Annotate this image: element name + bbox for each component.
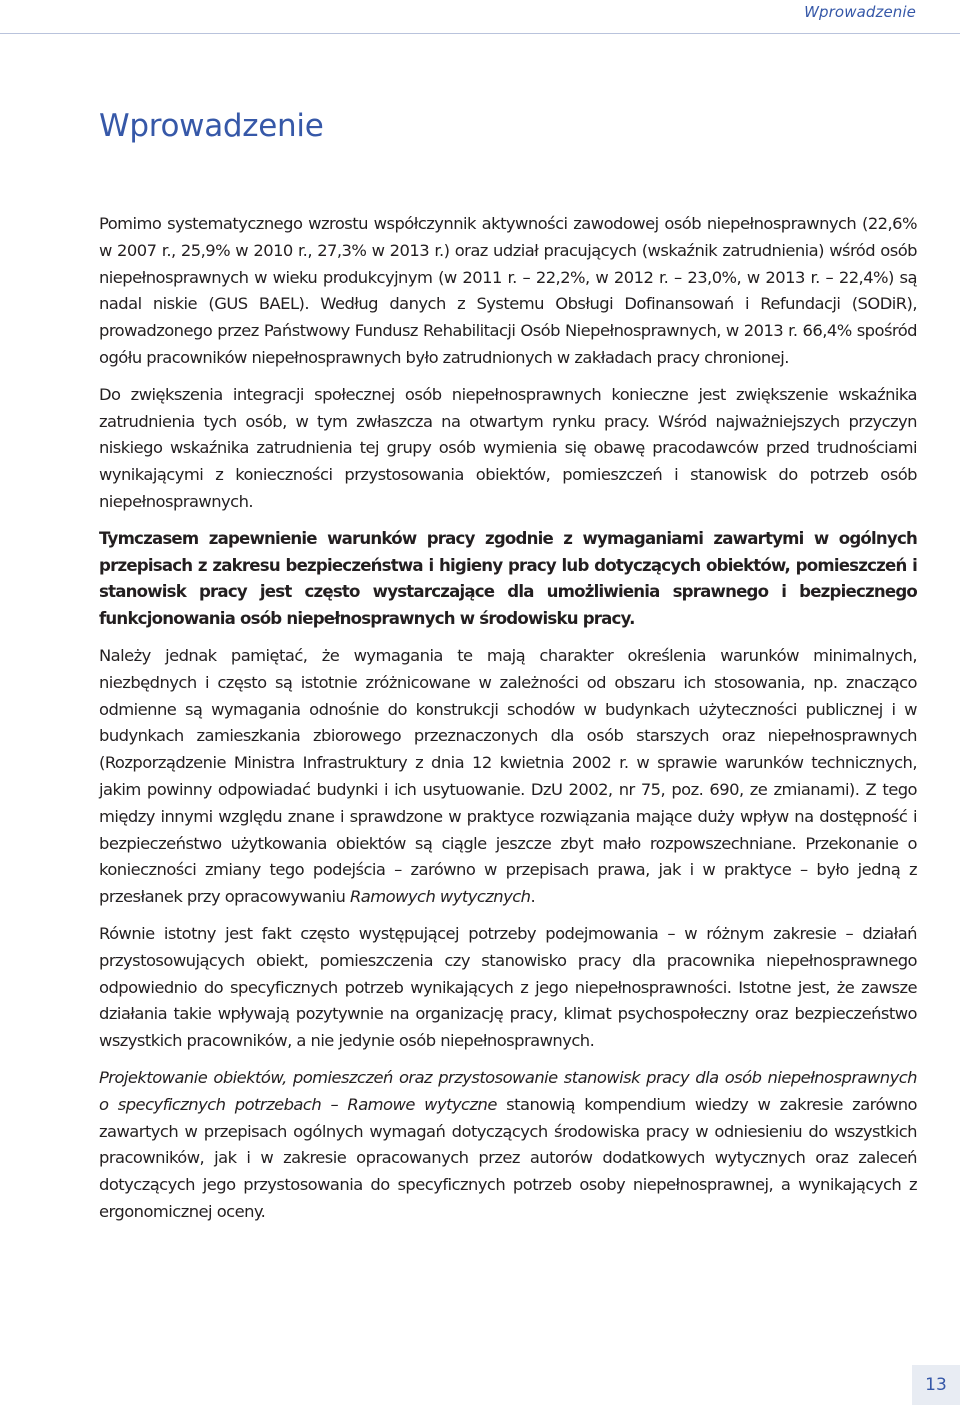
paragraph-requirements-end: .	[530, 887, 536, 907]
running-header-title: Wprowadzenie	[804, 3, 916, 21]
paragraph-adaptation: Równie istotny jest fakt często występującej potrzeby podejmowania – w różnym zakresie – działań przystosowujących obiekt, pomieszczenia czy stanowisko pracy dla pracownika niepełnosprawnego odpowiednio do specyficznych potrzeb wynikających z jego niepełnosprawności. Istotne jest, że zawsze działania takie wpływają pozytywnie na organizację pracy, klimat psychospołeczny oraz bezpieczeństwo wszystkich pracowników, a nie jedynie osób niepełnosprawnych.	[99, 923, 917, 1051]
paragraph-requirements-text: Należy jednak pamiętać, że wymagania te mają charakter określenia warunków minimalnych, niezbędnych i często są istotnie zróżnicowane w zależności od obszaru ich stosowania, np. znacząco odmienne są wymagania odnośnie do konstrukcji schodów w budynkach użyteczności publicznej i w budynkach zamieszkania zbiorowego przeznaczonych dla osób starszych oraz niepełnosprawnych (Rozporządzenie Ministra Infrastruktury z dnia 12 kwietnia 2002 r. w sprawie warunków technicznych, jakim powinny odpowiadać budynki i ich usytuowanie. DzU 2002, nr 75, poz. 690, ze zmianami). Z tego między innymi względu znane i sprawdzone w praktyce rozwiązania mające duży wpływ na dostępność i bezpieczeństwo użytkowania obiektów są ciągle jeszcze zbyt mało rozpowszechniane. Przekonanie o konieczności zmiany tego podejścia – zarówno w przepisach prawa, jak i w praktyce – było jedną z przesłanek przy opracowywaniu	[99, 645, 917, 907]
paragraph-integration: Do zwiększenia integracji społecznej osób niepełnosprawnych konieczne jest zwiększenie wskaźnika zatrudnienia tych osób, w tym zwłaszcza na otwartym rynku pracy. Wśród najważniejszych przyczyn niskiego wskaźnika zatrudnienia tej grupy osób wymienia się obawę pracodawców przed trudnościami wynikającymi z konieczności przystosowania obiektów, pomieszczeń i stanowisk do potrzeb osób niepełnosprawnych.	[99, 384, 917, 511]
paragraph-requirements-italic: Ramowych wytycznych	[350, 887, 531, 907]
guidelines-title-italic: Projektowanie obiektów, pomieszczeń oraz przystosowanie stanowisk pracy dla osób niepełnosprawnych o specyficznych potrzebach – Ramowe wytyczne	[99, 1067, 917, 1114]
paragraph-key-statement: Tymczasem zapewnienie warunków pracy zgodnie z wymaganiami zawartymi w ogólnych przepisach z zakresu bezpieczeństwa i higieny pracy lub dotyczących obiektów, pomieszczeń i stanowisk pracy jest często wystarczające dla umożliwienia sprawnego i bezpiecznego funkcjonowania osób niepełnosprawnych w środowisku pracy.	[99, 528, 917, 629]
paragraph-requirements	[99, 643, 917, 911]
body-text	[99, 211, 917, 1236]
page-title: Wprowadzenie	[99, 108, 324, 144]
paragraph-employment-stats: Pomimo systematycznego wzrostu współczynnik aktywności zawodowej osób niepełnosprawnych (22,6% w 2007 r., 25,9% w 2010 r., 27,3% w 2013 r.) oraz udział pracujących (wskaźnik zatrudnienia) wśród osób niepełnosprawnych w wieku produkcyjnym (w 2011 r. – 22,2%, w 2012 r. – 23,0%, w 2013 r. – 22,4%) są nadal niskie (GUS BAEL). Według danych z Systemu Obsługi Dofinansowań i Refundacji (SODiR), prowadzonego przez Państwowy Fundusz Rehabilitacji Osób Niepełnosprawnych, w 2013 r. 66,4% spośród ogółu pracowników niepełnosprawnych było zatrudnionych w zakładach pracy chronionej.	[99, 214, 917, 367]
paragraph-guidelines	[99, 1065, 917, 1226]
running-header	[0, 0, 960, 34]
paragraph-guidelines-text: stanowią kompendium wiedzy w zakresie zarówno zawartych w przepisach ogólnych wymagań dotyczących środowiska pracy w odniesieniu do wszystkich pracowników, jak i w zakresie opracowanych przez autorów dodatkowych wytycznych oraz zaleceń dotyczących jego przystosowania do specyficznych potrzeb osoby niepełnosprawnej, a wynikających z ergonomicznej oceny.	[99, 1094, 917, 1221]
page-number: 13	[912, 1365, 960, 1405]
